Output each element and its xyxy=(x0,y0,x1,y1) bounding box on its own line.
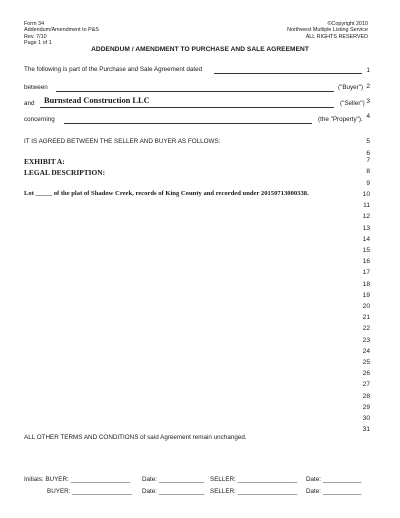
line-number: 22 xyxy=(362,325,370,333)
concerning-label: concerning xyxy=(24,116,55,123)
legal-description-heading: LEGAL DESCRIPTION: xyxy=(24,168,106,177)
line-number: 2 xyxy=(366,83,370,90)
organization: Northwest Multiple Listing Service xyxy=(287,27,368,34)
line-number: 31 xyxy=(362,426,370,434)
page-indicator: Page 1 of 1 xyxy=(24,39,52,46)
line-number: 15 xyxy=(362,247,370,254)
legal-text: of the plat of Shadow Creek, records of King County and recorded under 20150713000338. xyxy=(53,190,309,197)
line-number: 30 xyxy=(362,415,370,422)
line-number: 17 xyxy=(362,269,370,277)
seller-name-value: Burnstead Construction LLC xyxy=(44,96,150,105)
seller-suffix: ("Seller") xyxy=(340,100,365,107)
property-field[interactable] xyxy=(64,123,312,124)
lot-blank[interactable]: _____ xyxy=(35,190,53,197)
date-field[interactable]: ___________ xyxy=(322,476,362,483)
line-number: 8 xyxy=(366,168,370,175)
property-suffix: (the "Property"). xyxy=(318,116,363,123)
line-number: 9 xyxy=(366,180,370,187)
line-number: 11 xyxy=(363,202,370,210)
seller-initials-field[interactable]: _________________ xyxy=(237,476,298,483)
date-label: Date: xyxy=(142,476,158,483)
date-row-1 xyxy=(142,476,204,483)
line-number: 19 xyxy=(362,291,370,299)
date2-row-2 xyxy=(306,488,361,495)
buyer-initials-field[interactable]: _________________ xyxy=(72,488,132,495)
initials-row-2 xyxy=(47,488,132,495)
line-number: 20 xyxy=(362,303,370,310)
seller-label: SELLER: xyxy=(210,488,236,495)
line-number: 4 xyxy=(366,113,370,120)
form-revision: Rev. 7/10 xyxy=(24,33,47,40)
between-label: between xyxy=(24,84,48,91)
line-number: 5 xyxy=(366,138,370,145)
line-number: 6 xyxy=(366,150,370,157)
line-number: 16 xyxy=(362,258,370,266)
line-number: 18 xyxy=(362,280,370,288)
form-name: Addendum/Amendment to P&S xyxy=(24,27,99,34)
line-number: 12 xyxy=(362,213,370,221)
rights: ALL RIGHTS RESERVED xyxy=(305,33,368,40)
date-field[interactable]: _____________ xyxy=(158,476,205,483)
line-number: 28 xyxy=(362,392,370,400)
and-label: and xyxy=(24,100,35,107)
date-field[interactable]: ___________ xyxy=(322,488,362,495)
buyer-initials-field[interactable]: _________________ xyxy=(70,476,131,483)
form-header-right xyxy=(287,21,368,40)
document-title: ADDENDUM / AMENDMENT TO PURCHASE AND SALE AGREEMENT xyxy=(91,46,309,53)
agreed-text: IT IS AGREED BETWEEN THE SELLER AND BUYER AS FOLLOWS: xyxy=(24,138,221,145)
line-number: 27 xyxy=(362,381,370,389)
line-number: 29 xyxy=(362,403,370,411)
line-number: 3 xyxy=(366,98,370,105)
buyer-name-field[interactable] xyxy=(56,91,334,92)
intro-label: The following is part of the Purchase and Sale Agreement dated xyxy=(24,66,203,73)
line-number: 25 xyxy=(362,359,370,366)
seller-row-2 xyxy=(210,488,297,495)
date-field[interactable]: _____________ xyxy=(158,488,205,495)
exhibit-heading: EXHIBIT A: xyxy=(24,157,65,166)
date2-row-1 xyxy=(306,476,361,483)
legal-description-text xyxy=(24,190,309,197)
date-row-2 xyxy=(142,488,204,495)
seller-initials-field[interactable]: _________________ xyxy=(237,488,298,495)
line-number: 14 xyxy=(362,235,370,243)
date-label: Date: xyxy=(306,488,322,495)
copyright: ©Copyright 2010 xyxy=(327,21,368,27)
line-number: 23 xyxy=(362,336,370,344)
initials-label: Initials: xyxy=(24,476,44,483)
form-number: Form 34 xyxy=(24,21,45,27)
agreement-date-field[interactable] xyxy=(214,73,362,74)
line-number: 10 xyxy=(362,191,370,198)
buyer-label: BUYER: xyxy=(45,476,69,483)
line-number: 1 xyxy=(366,67,370,74)
buyer-label: BUYER: xyxy=(47,488,71,495)
date-label: Date: xyxy=(142,488,158,495)
line-number: 13 xyxy=(362,224,370,232)
line-number: 24 xyxy=(362,347,370,355)
closing-text: ALL OTHER TERMS AND CONDITIONS of said Agreement remain unchanged. xyxy=(24,434,247,441)
seller-name-field[interactable] xyxy=(40,107,334,108)
initials-row-1 xyxy=(24,476,130,483)
seller-label: SELLER: xyxy=(210,476,236,483)
date-label: Date: xyxy=(306,476,322,483)
seller-row-1 xyxy=(210,476,297,483)
line-number: 7 xyxy=(366,157,370,164)
line-number: 21 xyxy=(362,314,370,322)
buyer-suffix: ("Buyer") xyxy=(338,84,364,91)
lot-label: Lot xyxy=(24,190,34,197)
form-header-left xyxy=(24,21,99,46)
line-number: 26 xyxy=(362,370,370,378)
